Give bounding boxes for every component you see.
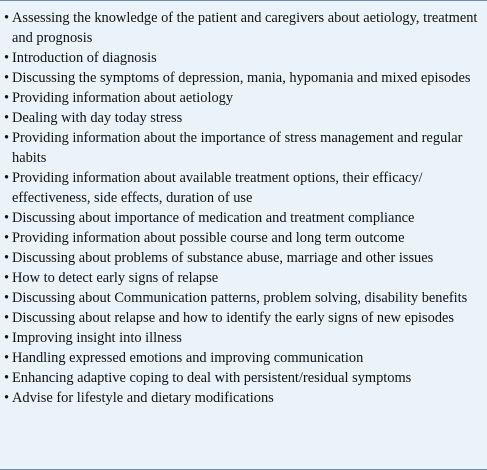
bullet-icon: • (4, 350, 10, 366)
bullet-icon: • (4, 210, 10, 226)
bullet-icon: • (4, 290, 10, 306)
list-item-text: Advise for lifestyle and dietary modifications (12, 390, 274, 406)
list-item (4, 308, 481, 328)
bullet-icon: • (4, 270, 10, 286)
bullet-list (4, 8, 481, 408)
list-item-text: Discussing about importance of medication and treatment compliance (12, 210, 415, 226)
list-item-text: Dealing with day today stress (12, 110, 183, 126)
bullet-icon: • (4, 90, 10, 106)
list-item-text: Improving insight into illness (12, 330, 182, 346)
list-item-text: Enhancing adaptive coping to deal with persistent/residual symptoms (12, 370, 412, 386)
list-item (4, 248, 481, 268)
list-item (4, 8, 481, 48)
bullet-icon: • (4, 230, 10, 246)
list-item-text: Handling expressed emotions and improving communication (12, 350, 364, 366)
list-item (4, 68, 481, 88)
list-item-text: Providing information about the importance of stress management and regular habits (12, 130, 463, 166)
bullet-icon: • (4, 70, 10, 86)
list-item-text: Discussing the symptoms of depression, mania, hypomania and mixed episodes (12, 70, 471, 86)
bullet-icon: • (4, 110, 10, 126)
list-item-text: How to detect early signs of relapse (12, 270, 219, 286)
bullet-icon: • (4, 370, 10, 386)
list-item (4, 368, 481, 388)
bullet-icon: • (4, 390, 10, 406)
bullet-icon: • (4, 330, 10, 346)
list-item (4, 168, 481, 208)
bullet-icon: • (4, 50, 10, 66)
list-item-text: Discussing about problems of substance abuse, marriage and other issues (12, 250, 434, 266)
list-item (4, 348, 481, 368)
list-item-text: Providing information about possible course and long term outcome (12, 230, 405, 246)
bullet-icon: • (4, 310, 10, 326)
list-item (4, 288, 481, 308)
list-item (4, 108, 481, 128)
bullet-icon: • (4, 250, 10, 266)
list-item-text: Discussing about Communication patterns, problem solving, disability benefits (12, 290, 468, 306)
list-item-text: Providing information about available treatment options, their efficacy/ effectiveness, side effects, duration of use (12, 170, 423, 206)
bullet-icon: • (4, 170, 10, 186)
list-item (4, 328, 481, 348)
list-item (4, 48, 481, 68)
list-item (4, 88, 481, 108)
list-item-text: Introduction of diagnosis (12, 50, 157, 66)
list-item (4, 388, 481, 408)
bullet-icon: • (4, 130, 10, 146)
list-item-text: Providing information about aetiology (12, 90, 234, 106)
bullet-icon: • (4, 10, 10, 26)
list-item (4, 268, 481, 288)
list-item (4, 228, 481, 248)
list-item-text: Assessing the knowledge of the patient and caregivers about aetiology, treatment and prognosis (12, 10, 478, 46)
list-item-text: Discussing about relapse and how to identify the early signs of new episodes (12, 310, 455, 326)
list-item (4, 208, 481, 228)
list-item (4, 128, 481, 168)
